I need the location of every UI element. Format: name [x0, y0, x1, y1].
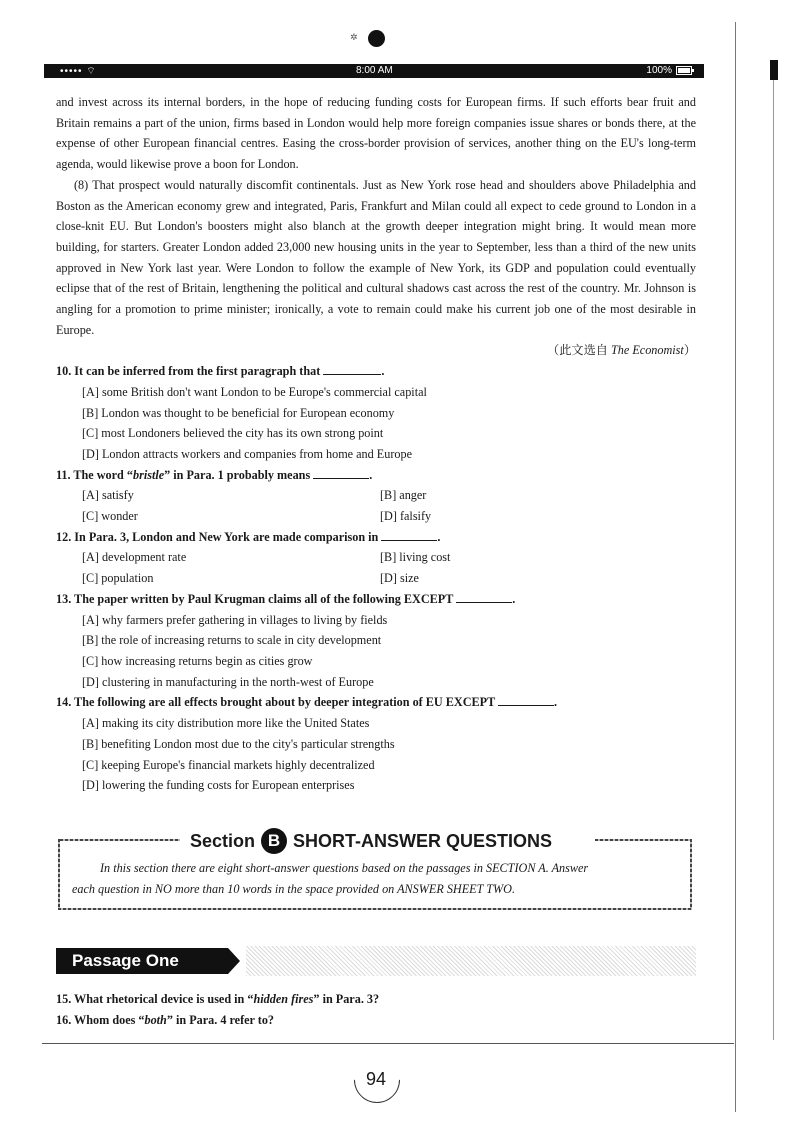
- page-edge-rule-inner: [773, 80, 774, 1040]
- option: [A] some British don't want London to be Europe's commercial capital: [82, 384, 427, 399]
- answer-blank: [381, 530, 437, 541]
- question-14: [56, 692, 696, 713]
- option: [B] the role of increasing returns to scale in city development: [82, 633, 382, 648]
- question-stem: 10. It can be inferred from the first paragraph that: [56, 364, 321, 379]
- banner-texture: [246, 946, 696, 976]
- decorative-rule: [595, 839, 690, 841]
- section-instructions: [72, 858, 687, 899]
- decorative-rule: [58, 908, 692, 910]
- decorative-mark: ✲: [350, 33, 358, 43]
- answer-blank: [498, 695, 554, 706]
- page-edge-marker: [770, 60, 778, 80]
- question-stem: 13. The paper written by Paul Krugman claims all of the following EXCEPT: [56, 591, 454, 606]
- question-stem: 14. The following are all effects brought about by deeper integration of EU EXCEPT: [56, 695, 495, 710]
- option: [B] living cost: [380, 550, 451, 565]
- question-end: .: [381, 364, 385, 379]
- page-edge-rule: [735, 22, 736, 1112]
- passage-paragraph: [56, 175, 696, 361]
- decorative-rule: [58, 839, 60, 909]
- section-heading: SHORT-ANSWER QUESTIONS: [293, 830, 553, 851]
- instructions-line: In this section there are eight short-answer questions based on the passages in SECTION A. Answer: [100, 861, 589, 875]
- section-letter-badge: B: [261, 828, 287, 854]
- passage-paragraph: and invest across its internal borders, in the hope of reducing funding costs for European firms. If such efforts bear fruit and Britain remains a part of the union, firms based in London would help more foreign companies issue shares or bonds there, at the expense of other European financial centres. Easing the cross-border provision of services, another thing on the EU's long-term agenda, would likewise prove a boon for London.: [56, 95, 696, 172]
- answer-blank: [456, 592, 512, 603]
- question-stem: ” in Para. 3?: [313, 992, 380, 1006]
- question-end: .: [554, 695, 558, 710]
- status-bar: [44, 64, 704, 78]
- page-bottom-rule: [42, 1043, 734, 1044]
- source-suffix: ）: [683, 343, 696, 358]
- option: [D] size: [380, 571, 419, 586]
- option: [C] most Londoners believed the city has its own strong point: [82, 426, 384, 441]
- option: [A] why farmers prefer gathering in villages to living by fields: [82, 612, 388, 627]
- option: [C] how increasing returns begin as cities grow: [82, 653, 313, 668]
- question-13: [56, 589, 696, 610]
- section-b-header: [50, 822, 695, 912]
- question-stem: 12. In Para. 3, London and New York are made comparison in: [56, 529, 379, 544]
- banner-arrow: [228, 948, 240, 974]
- option-row: [82, 547, 696, 568]
- option: [C] population: [82, 571, 154, 586]
- question-11: [56, 465, 696, 486]
- option: [B] benefiting London most due to the city's particular strengths: [82, 736, 395, 751]
- signal-indicator: ••••• ⌔: [60, 66, 97, 77]
- option: [D] London attracts workers and companies from home and Europe: [82, 446, 412, 461]
- option: [C] keeping Europe's financial markets highly decentralized: [82, 757, 375, 772]
- option: [A] satisfy: [82, 488, 134, 503]
- answer-blank: [323, 364, 381, 375]
- short-answer-question-15: [56, 992, 696, 1007]
- question-12: [56, 527, 696, 548]
- option-row: [82, 485, 696, 506]
- option-row: [82, 506, 696, 527]
- page-number: 94: [352, 1057, 400, 1103]
- question-end: .: [437, 529, 441, 544]
- instructions-line: each question in NO more than 10 words in the space provided on ANSWER SHEET TWO.: [72, 881, 516, 896]
- battery-percent: 100%: [646, 65, 672, 76]
- decorative-rule: [690, 839, 692, 909]
- binding-dot: [368, 30, 385, 47]
- question-stem: 16. Whom does “: [56, 1013, 145, 1027]
- question-stem: ” in Para. 1 probably means: [164, 467, 311, 482]
- option-row: [82, 568, 696, 589]
- option: [D] falsify: [380, 509, 432, 524]
- option: [D] lowering the funding costs for European enterprises: [82, 778, 355, 793]
- battery-indicator: [646, 65, 692, 76]
- option: [C] wonder: [82, 509, 138, 524]
- paragraph-text: (8) That prospect would naturally discomfit continentals. Just as New York rose head and shoulders above Philadelphia and Boston as the American economy grew and integrated, Paris, Frankfurt and Milan could all expect to cede ground to London in a close-knit EU. But London's boosters might also blanch at the growth deeper integration might bring. It would mean more building, for starters. Greater London added 23,000 new housing units in the year to September, less than a third of the new units approved in New York last year. Were London to follow the example of New York, its GDP and population could eventually eclipse that of the rest of Britain, lengthening the political and cultural shadows cast across the rest of the country. Mr. Johnson is angling for a promotion to prime minister; ironically, a vote to remain could make his current job one of the most desirable in Europe.: [56, 177, 696, 337]
- question-stem: 15. What rhetorical device is used in “: [56, 992, 254, 1006]
- option: [B] London was thought to be beneficial for European economy: [82, 405, 395, 420]
- question-term: both: [144, 1013, 167, 1027]
- question-term: hidden fires: [253, 992, 314, 1006]
- passage-label: Passage One: [56, 948, 228, 974]
- short-answer-question-16: [56, 1013, 696, 1028]
- source-prefix: （此文选自: [547, 343, 608, 358]
- status-time: 8:00 AM: [356, 65, 393, 76]
- question-10: [56, 361, 696, 382]
- question-stem: 11. The word “: [56, 467, 133, 482]
- source-name: The Economist: [611, 343, 684, 358]
- decorative-rule: [60, 839, 180, 841]
- option: [A] making its city distribution more like the United States: [82, 716, 370, 731]
- passage-banner: [56, 944, 696, 978]
- section-word: Section: [190, 830, 256, 851]
- option: [A] development rate: [82, 550, 187, 565]
- question-term: bristle: [132, 467, 165, 482]
- section-title: [190, 828, 552, 854]
- question-stem: ” in Para. 4 refer to?: [166, 1013, 275, 1027]
- option: [B] anger: [380, 488, 427, 503]
- page-content: [56, 92, 696, 796]
- question-end: .: [512, 591, 516, 606]
- battery-icon: [676, 66, 692, 75]
- answer-blank: [313, 468, 369, 479]
- question-end: .: [369, 467, 373, 482]
- option: [D] clustering in manufacturing in the north-west of Europe: [82, 674, 374, 689]
- article-source: [56, 340, 696, 361]
